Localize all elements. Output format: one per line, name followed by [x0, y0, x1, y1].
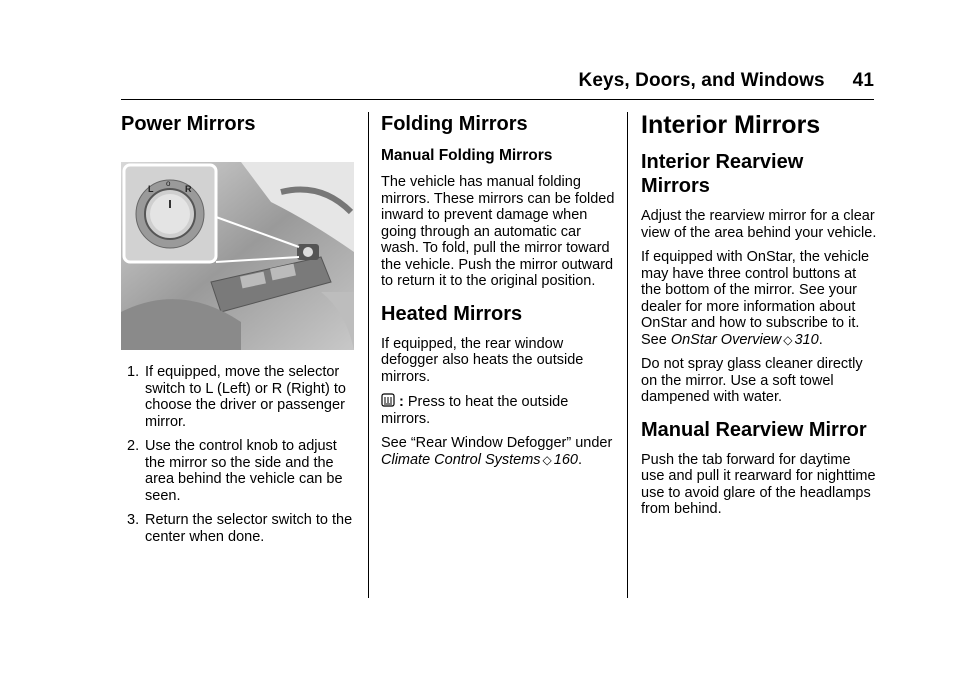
power-mirrors-heading: Power Mirrors	[121, 113, 256, 135]
list-item: 1. If equipped, move the selector switch to L (Left) or R (Right) to choose the driver or passenger mirror.	[127, 364, 346, 430]
header-rule	[121, 99, 874, 100]
list-item: 2. Use the control knob to adjust the mirror so the side and the area behind the vehicle can be seen.	[127, 438, 343, 504]
svg-text:L: L	[148, 184, 154, 194]
page-number: 41	[852, 70, 874, 91]
interior-mirrors-heading: Interior Mirrors	[641, 111, 821, 139]
svg-text:R: R	[185, 184, 192, 194]
heated-paragraph: If equipped, the rear window defogger also heats the outside mirrors.	[381, 335, 584, 385]
page-header	[579, 70, 874, 92]
door-panel-illustration	[121, 162, 354, 350]
manual-rearview-heading: Manual Rearview Mirror	[641, 418, 867, 441]
heated-mirrors-heading: Heated Mirrors	[381, 302, 523, 325]
rearview-paragraph: Adjust the rearview mirror for a clear view of the area behind your vehicle.	[641, 208, 877, 241]
onstar-paragraph: If equipped with OnStar, the vehicle may have three control buttons at the bottom of the mirror. See your dealer for more information about OnStar and how to subscribe to it. See OnStar Overview ◇ 310.	[641, 249, 870, 348]
column-divider-2	[627, 112, 628, 598]
folding-mirrors-heading: Folding Mirrors	[381, 113, 528, 135]
interior-rearview-heading: Interior Rearview Mirrors	[641, 151, 804, 197]
cleaning-paragraph: Do not spray glass cleaner directly on the mirror. Use a soft towel dampened with water.	[641, 356, 863, 405]
page-ref-160[interactable]: 160	[553, 451, 578, 468]
column-folding-mirrors	[381, 108, 619, 476]
column-divider-1	[368, 112, 369, 598]
page-ref-310[interactable]: 310	[794, 331, 819, 348]
manual-folding-subheading: Manual Folding Mirrors	[381, 147, 553, 164]
defogger-icon	[381, 393, 395, 407]
instruction-list	[121, 364, 357, 545]
column-power-mirrors	[121, 108, 357, 553]
column-interior-mirrors	[641, 108, 877, 526]
manual-rearview-paragraph: Push the tab forward for daytime use and pull it rearward for nighttime use to avoid glare of the headlamps from behind.	[641, 451, 876, 517]
page-ref-arrow-icon: ◇	[783, 332, 793, 347]
defogger-reference: See “Rear Window Defogger” under Climate Control Systems ◇ 160.	[381, 435, 613, 468]
section-title: Keys, Doors, and Windows	[578, 70, 825, 91]
mirror-control-illustration	[121, 162, 354, 350]
defog-instruction: : Press to heat the outside mirrors.	[381, 394, 569, 427]
onstar-overview-link[interactable]: OnStar Overview	[670, 331, 782, 348]
climate-control-link[interactable]: Climate Control Systems	[381, 451, 541, 468]
page-ref-arrow-icon: ◇	[542, 452, 552, 467]
folding-paragraph: The vehicle has manual folding mirrors. These mirrors can be folded inward to prevent damage when going through an automatic car wash. To fold, pull the mirror toward the vehicle. Push the mirror outward to return it to the original position.	[381, 174, 615, 289]
list-item: 3. Return the selector switch to the center when done.	[127, 512, 353, 545]
svg-text:o: o	[166, 179, 171, 188]
